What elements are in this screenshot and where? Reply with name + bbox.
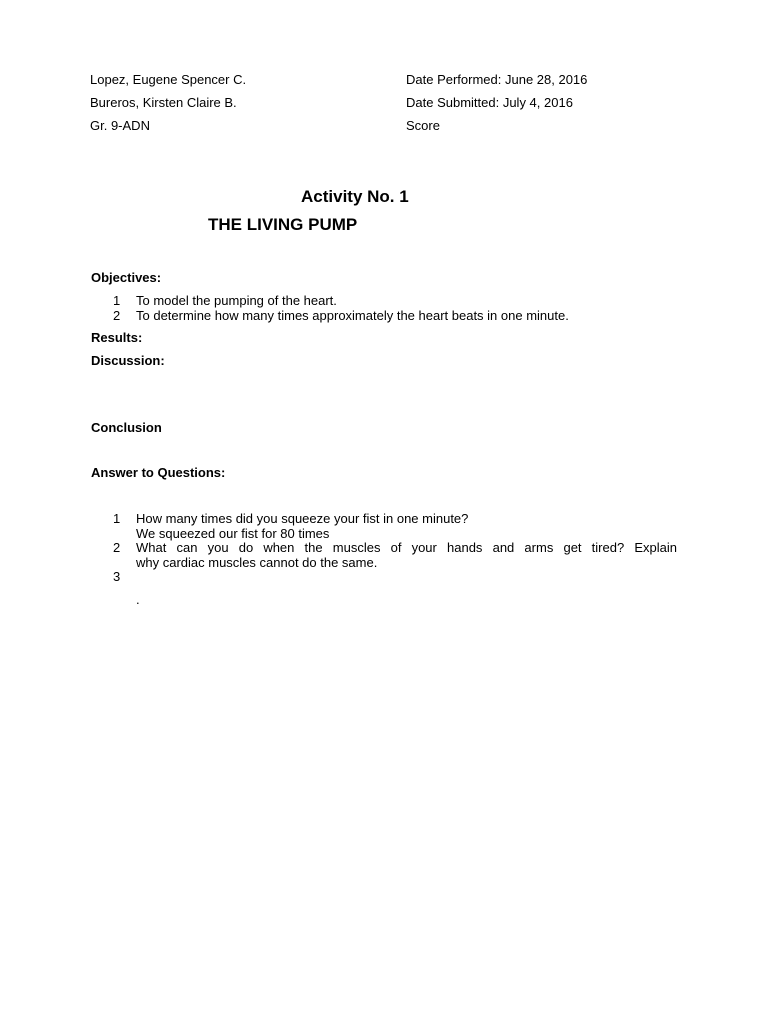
- grade-section: Gr. 9-ADN: [90, 118, 150, 133]
- objective-text: To determine how many times approximately the heart beats in one minute.: [136, 308, 569, 323]
- objective-number: 2: [113, 308, 121, 323]
- question-block: [136, 511, 677, 541]
- student-name-2: Bureros, Kirsten Claire B.: [90, 95, 237, 110]
- question-text: How many times did you squeeze your fist in one minute?: [136, 511, 469, 526]
- question-text-line-1: What can you do when the muscles of your hands and arms get tired? Explain: [136, 540, 677, 555]
- objectives-heading: Objectives:: [91, 270, 162, 285]
- results-heading: Results:: [91, 330, 143, 345]
- discussion-heading: Discussion:: [91, 353, 165, 368]
- question-number: 3: [113, 569, 121, 584]
- question-block: [136, 540, 677, 570]
- question-number: 2: [113, 540, 121, 555]
- question-text-line-2: why cardiac muscles cannot do the same.: [136, 555, 378, 570]
- student-name-1: Lopez, Eugene Spencer C.: [90, 72, 247, 87]
- objective-text: To model the pumping of the heart.: [136, 293, 337, 308]
- date-submitted: Date Submitted: July 4, 2016: [406, 95, 573, 110]
- objective-number: 1: [113, 293, 121, 308]
- score-label: Score: [406, 118, 440, 133]
- activity-title: THE LIVING PUMP: [208, 215, 358, 234]
- answer-text: We squeezed our fist for 80 times: [136, 526, 330, 541]
- answers-heading: Answer to Questions:: [91, 465, 226, 480]
- conclusion-heading: Conclusion: [91, 420, 162, 435]
- trailing-mark: .: [136, 592, 140, 607]
- activity-number: Activity No. 1: [301, 187, 409, 206]
- date-performed: Date Performed: June 28, 2016: [406, 72, 588, 87]
- question-number: 1: [113, 511, 121, 526]
